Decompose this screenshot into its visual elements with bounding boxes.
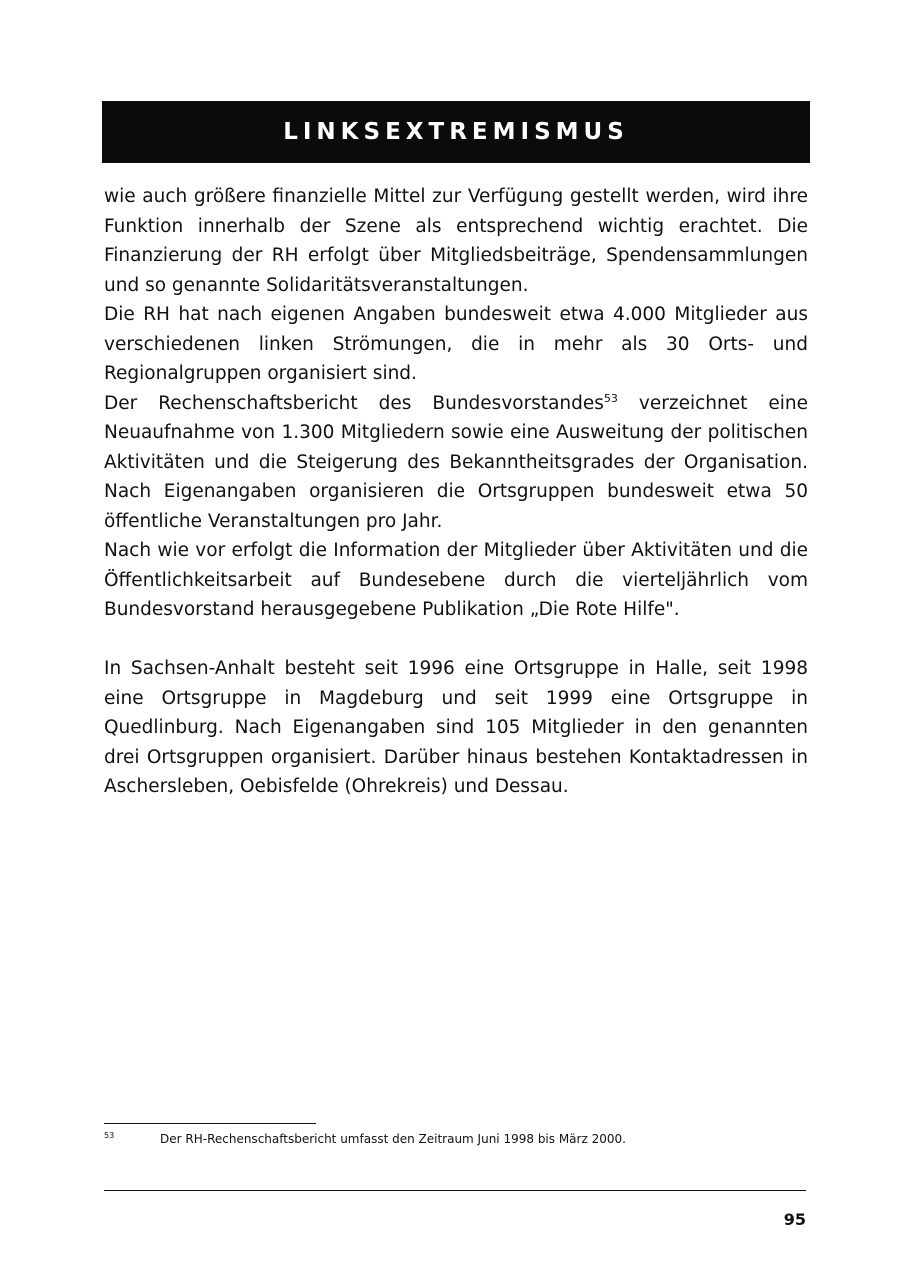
section-header-bar [102,101,810,163]
page-number: 95 [783,1210,806,1229]
paragraph-saxony-anhalt: In Sachsen-Anhalt besteht seit 1996 eine Ortsgruppe in Halle, seit 1998 eine Ortsgruppe in Magdeburg und seit 1999 eine Ortsgruppe in Quedlinburg. Nach Eigenangaben sind 105 Mitglieder in den genannten drei Ortsgruppen organisiert. Darüber hinaus bestehen Kontaktadressen in Aschersleben, Oebisfelde (Ohrekreis) und Dessau. [104,658,808,797]
paragraph-report [104,389,808,537]
footnote-number: 53 [104,1131,115,1140]
paragraph-publication: Nach wie vor erfolgt die Information der Mitglieder über Aktivitäten und die Öffentlichkeitsarbeit auf Bundesebene durch die vierteljährlich vom Bundesvorstand herausgegebene Publikation „Die Rote Hilfe". [104,540,808,620]
footnote-text: Der RH-Rechenschaftsbericht umfasst den Zeitraum Juni 1998 bis März 2000. [160,1132,626,1146]
paragraph-report-end: verzeichnet eine Neuaufnahme von 1.300 Mitgliedern sowie eine Ausweitung der politischen Aktivitäten und die Steigerung des Bekanntheitsgrades der Organisation. Nach Eigenangaben organisieren die Ortsgruppen bundesweit etwa 50 öffentliche Veranstaltungen pro Jahr. [104,392,808,532]
bottom-divider [104,1190,806,1191]
body-text [104,182,808,802]
section-title: LINKSEXTREMISMUS [283,119,629,145]
paragraph-membership: Die RH hat nach eigenen Angaben bundesweit etwa 4.000 Mitglieder aus verschiedenen linken Strömungen, die in mehr als 30 Orts- und Regionalgruppen organisiert sind. [104,304,808,384]
footnote-divider [104,1123,316,1124]
paragraph-financing: wie auch größere finanzielle Mittel zur Verfügung gestellt werden, wird ihre Funktion innerhalb der Szene als entsprechend wichtig erachtet. Die Finanzierung der RH erfolgt über Mitgliedsbeiträge, Spendensammlungen und so genannte Solidaritätsveranstaltungen. [104,186,808,296]
footnote-reference: 53 [603,391,618,405]
footnote [104,1131,804,1147]
paragraph-report-start: Der Rechenschaftsbericht des Bundesvorstandes [104,392,604,414]
